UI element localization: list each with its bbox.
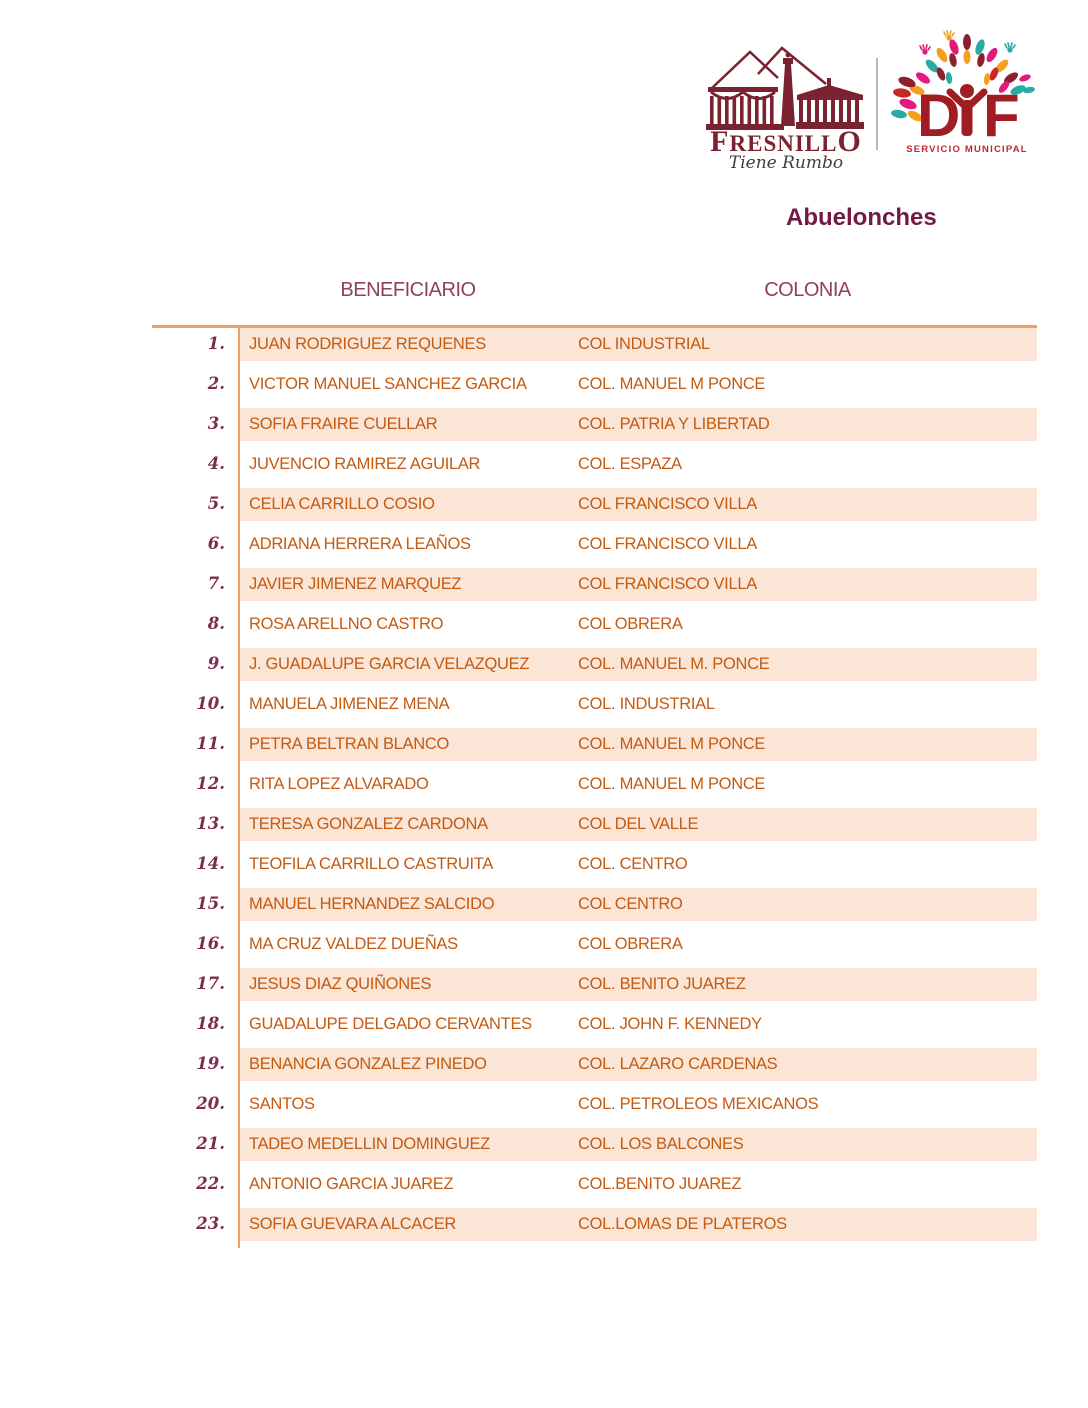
header-beneficiario: BENEFICIARIO bbox=[340, 279, 476, 301]
table-row bbox=[152, 928, 1037, 968]
table-row bbox=[152, 608, 1037, 648]
fresnillo-logo bbox=[700, 38, 872, 172]
row-number: 20. bbox=[152, 1088, 238, 1128]
column-headers bbox=[152, 279, 1037, 302]
row-number: 13. bbox=[152, 808, 238, 848]
colonia-cell: COL. CENTRO bbox=[578, 848, 1037, 888]
table-row bbox=[152, 848, 1037, 888]
beneficiario-cell: SOFIA FRAIRE CUELLAR bbox=[238, 408, 578, 448]
row-number: 22. bbox=[152, 1168, 238, 1208]
dif-subtitle: SERVICIO MUNICIPAL bbox=[906, 144, 1028, 155]
row-number: 8. bbox=[152, 608, 238, 648]
logo-divider bbox=[876, 58, 878, 150]
row-number: 10. bbox=[152, 688, 238, 728]
hand-icon bbox=[920, 45, 930, 55]
beneficiario-cell: JESUS DIAZ QUIÑONES bbox=[238, 968, 578, 1008]
row-number: 7. bbox=[152, 568, 238, 608]
row-number: 6. bbox=[152, 528, 238, 568]
beneficiario-cell: GUADALUPE DELGADO CERVANTES bbox=[238, 1008, 578, 1048]
fresnillo-tagline: Tiene Rumbo bbox=[728, 153, 844, 172]
row-number: 11. bbox=[152, 728, 238, 768]
table-row bbox=[152, 568, 1037, 608]
row-number: 12. bbox=[152, 768, 238, 808]
table-row bbox=[152, 408, 1037, 448]
beneficiario-cell: ADRIANA HERRERA LEAÑOS bbox=[238, 528, 578, 568]
colonia-cell: COL OBRERA bbox=[578, 608, 1037, 648]
beneficiario-cell: MA CRUZ VALDEZ DUEÑAS bbox=[238, 928, 578, 968]
beneficiario-cell: TADEO MEDELLIN DOMINGUEZ bbox=[238, 1128, 578, 1168]
table-row bbox=[152, 528, 1037, 568]
row-number: 9. bbox=[152, 648, 238, 688]
row-number: 2. bbox=[152, 368, 238, 408]
row-number: 23. bbox=[152, 1208, 238, 1248]
row-number: 17. bbox=[152, 968, 238, 1008]
beneficiario-cell: JUAN RODRIGUEZ REQUENES bbox=[238, 328, 578, 368]
row-number: 15. bbox=[152, 888, 238, 928]
colonia-cell: COL. INDUSTRIAL bbox=[578, 688, 1037, 728]
beneficiario-cell: SOFIA GUEVARA ALCACER bbox=[238, 1208, 578, 1248]
header-spacer bbox=[152, 279, 238, 302]
beneficiario-cell: PETRA BELTRAN BLANCO bbox=[238, 728, 578, 768]
table-row bbox=[152, 808, 1037, 848]
table-row bbox=[152, 1048, 1037, 1088]
colonia-cell: COL. PATRIA Y LIBERTAD bbox=[578, 408, 1037, 448]
table-row bbox=[152, 648, 1037, 688]
colonia-cell: COL FRANCISCO VILLA bbox=[578, 568, 1037, 608]
colonia-cell: COL. PETROLEOS MEXICANOS bbox=[578, 1088, 1037, 1128]
row-number: 18. bbox=[152, 1008, 238, 1048]
beneficiario-cell: BENANCIA GONZALEZ PINEDO bbox=[238, 1048, 578, 1088]
table-row bbox=[152, 1208, 1037, 1248]
colonia-cell: COL DEL VALLE bbox=[578, 808, 1037, 848]
beneficiario-cell: SANTOS bbox=[238, 1088, 578, 1128]
colonia-cell: COL FRANCISCO VILLA bbox=[578, 488, 1037, 528]
beneficiario-cell: ROSA ARELLNO CASTRO bbox=[238, 608, 578, 648]
colonia-cell: COL. MANUEL M. PONCE bbox=[578, 648, 1037, 688]
row-number: 1. bbox=[152, 328, 238, 368]
row-number: 14. bbox=[152, 848, 238, 888]
dif-logo bbox=[891, 30, 1043, 166]
table-row bbox=[152, 1168, 1037, 1208]
beneficiario-cell: ANTONIO GARCIA JUAREZ bbox=[238, 1168, 578, 1208]
colonia-cell: COL. JOHN F. KENNEDY bbox=[578, 1008, 1037, 1048]
colonia-cell: COL. MANUEL M PONCE bbox=[578, 728, 1037, 768]
row-number: 19. bbox=[152, 1048, 238, 1088]
colonia-cell: COL. LAZARO CARDENAS bbox=[578, 1048, 1037, 1088]
beneficiario-cell: J. GUADALUPE GARCIA VELAZQUEZ bbox=[238, 648, 578, 688]
colonia-cell: COL. ESPAZA bbox=[578, 448, 1037, 488]
beneficiario-cell: JUVENCIO RAMIREZ AGUILAR bbox=[238, 448, 578, 488]
colonia-cell: COL.BENITO JUAREZ bbox=[578, 1168, 1037, 1208]
beneficiario-cell: TERESA GONZALEZ CARDONA bbox=[238, 808, 578, 848]
beneficiario-cell: MANUELA JIMENEZ MENA bbox=[238, 688, 578, 728]
beneficiario-cell: JAVIER JIMENEZ MARQUEZ bbox=[238, 568, 578, 608]
header-logos bbox=[695, 30, 1045, 170]
table-row bbox=[152, 1008, 1037, 1048]
header-colonia: COLONIA bbox=[764, 279, 851, 301]
colonia-cell: COL. MANUEL M PONCE bbox=[578, 368, 1037, 408]
hand-icon bbox=[944, 31, 954, 41]
row-number: 21. bbox=[152, 1128, 238, 1168]
table-row bbox=[152, 328, 1037, 368]
colonia-cell: COL. BENITO JUAREZ bbox=[578, 968, 1037, 1008]
colonia-cell: COL INDUSTRIAL bbox=[578, 328, 1037, 368]
colonia-cell: COL. LOS BALCONES bbox=[578, 1128, 1037, 1168]
table-row bbox=[152, 888, 1037, 928]
table-row bbox=[152, 1088, 1037, 1128]
table-row bbox=[152, 368, 1037, 408]
table-row bbox=[152, 728, 1037, 768]
beneficiario-cell: VICTOR MANUEL SANCHEZ GARCIA bbox=[238, 368, 578, 408]
table-row bbox=[152, 1128, 1037, 1168]
beneficiario-cell: MANUEL HERNANDEZ SALCIDO bbox=[238, 888, 578, 928]
row-number: 3. bbox=[152, 408, 238, 448]
row-number: 16. bbox=[152, 928, 238, 968]
colonia-cell: COL.LOMAS DE PLATEROS bbox=[578, 1208, 1037, 1248]
table-row bbox=[152, 768, 1037, 808]
table-row bbox=[152, 448, 1037, 488]
colonia-cell: COL OBRERA bbox=[578, 928, 1037, 968]
row-number: 5. bbox=[152, 488, 238, 528]
table-rows bbox=[152, 328, 1037, 1248]
beneficiario-cell: TEOFILA CARRILLO CASTRUITA bbox=[238, 848, 578, 888]
dif-letter-f: F bbox=[983, 82, 1020, 149]
table-row bbox=[152, 968, 1037, 1008]
colonia-cell: COL. MANUEL M PONCE bbox=[578, 768, 1037, 808]
colonia-cell: COL FRANCISCO VILLA bbox=[578, 528, 1037, 568]
table-vertical-divider bbox=[238, 325, 240, 1248]
dif-letter-d: D bbox=[917, 82, 961, 149]
table-row bbox=[152, 688, 1037, 728]
table-row bbox=[152, 488, 1037, 528]
colonia-cell: COL CENTRO bbox=[578, 888, 1037, 928]
beneficiario-cell: RITA LOPEZ ALVARADO bbox=[238, 768, 578, 808]
fresnillo-building-icon bbox=[706, 48, 864, 130]
page-title: Abuelonches bbox=[786, 204, 937, 231]
fresnillo-wordmark: FRESNILLO bbox=[710, 125, 862, 158]
hand-icon bbox=[1005, 43, 1015, 53]
row-number: 4. bbox=[152, 448, 238, 488]
beneficiario-cell: CELIA CARRILLO COSIO bbox=[238, 488, 578, 528]
